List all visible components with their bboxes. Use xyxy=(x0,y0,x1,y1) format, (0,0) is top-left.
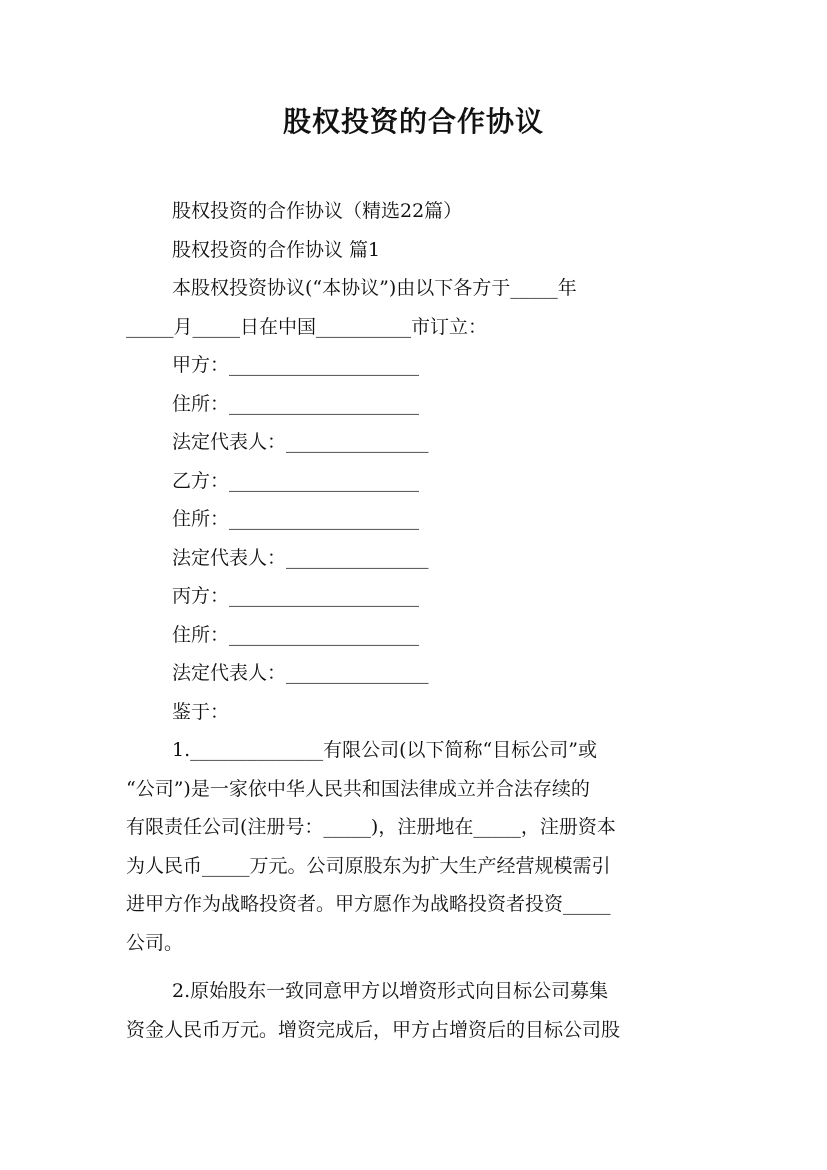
party-c-name: 丙方：____________________ xyxy=(172,585,420,607)
party-a-legal-rep: 法定代表人：_______________ xyxy=(172,431,429,453)
clause-1-line: 为人民币_____万元。公司原股东为扩大生产经营规模需引 xyxy=(126,854,611,877)
paragraph-gap xyxy=(126,962,701,972)
clause-2-line: 2.原始股东一致同意甲方以增资形式向目标公司募集 xyxy=(172,980,609,1002)
party-b-address: 住所：____________________ xyxy=(172,508,420,530)
clause-1-line: 1.______________有限公司(以下简称“目标公司”或 xyxy=(172,739,597,761)
intro-line-1: 本股权投资协议(“本协议”)由以下各方于_____年 xyxy=(172,277,577,299)
clause-1-line: 公司。 xyxy=(126,931,184,954)
clause-1-line: 有限责任公司(注册号：_____)，注册地在_____，注册资本 xyxy=(126,816,616,838)
intro-line-2: _____月_____日在中国__________市订立： xyxy=(126,315,488,338)
party-c-address: 住所：____________________ xyxy=(172,623,420,646)
clause-2 xyxy=(126,972,701,1049)
party-b-legal-rep: 法定代表人：_______________ xyxy=(172,546,429,569)
document-title: 股权投资的合作协议 xyxy=(282,105,544,138)
party-a-name: 甲方：____________________ xyxy=(172,354,420,376)
document-body xyxy=(126,192,701,1049)
party-c-legal-rep: 法定代表人：_______________ xyxy=(172,662,429,684)
party-b-name: 乙方：____________________ xyxy=(172,469,420,492)
clause-1-line: 进甲方作为战略投资者。甲方愿作为战略投资者投资_____ xyxy=(126,893,611,915)
whereas-heading: 鉴于： xyxy=(172,700,230,723)
subtitle: 股权投资的合作协议（精选22篇） xyxy=(172,200,463,222)
clause-1-line: “公司”)是一家依中华人民共和国法律成立并合法存续的 xyxy=(126,777,590,800)
clause-1 xyxy=(126,731,701,962)
party-a-address: 住所：____________________ xyxy=(172,392,420,415)
section-heading: 股权投资的合作协议 篇1 xyxy=(172,238,381,261)
clause-2-line: 资金人民币万元。增资完成后，甲方占增资后的目标公司股 xyxy=(126,1018,621,1041)
